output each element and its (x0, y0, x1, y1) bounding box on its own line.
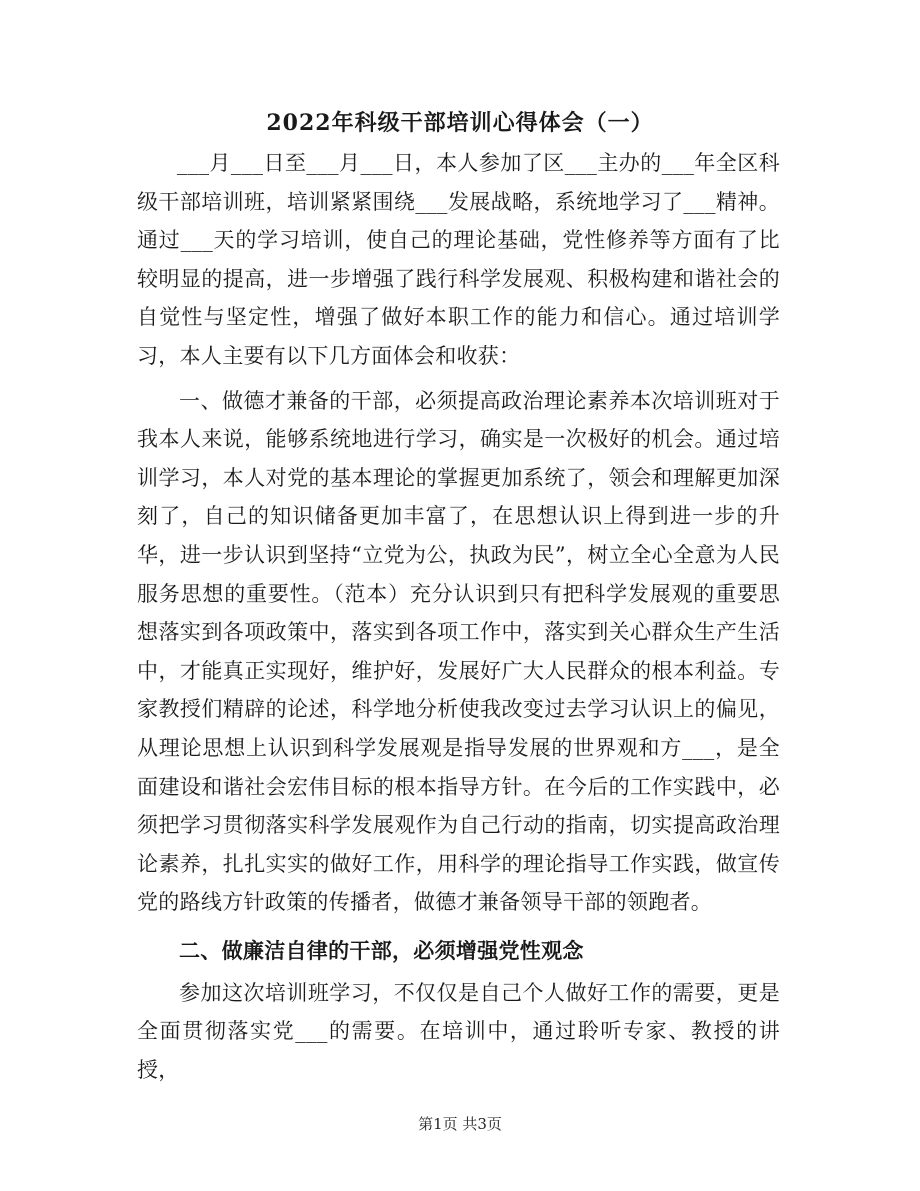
document-body (137, 144, 780, 1090)
section-1-paragraph: 一、做德才兼备的干部，必须提高政治理论素养本次培训班对于我本人来说，能够系统地进行学习，确实是一次极好的机会。通过培训学习，本人对党的基本理论的掌握更加系统了，领会和理解更加深刻了，自己的知识储备更加丰富了，在思想认识上得到进一步的升华，进一步认识到坚持“立党为公，执政为民”，树立全心全意为人民服务思想的重要性。（范本）充分认识到只有把科学发展观的重要思想落实到各项政策中，落实到各项工作中，落实到关心群众生产生活中，才能真正实现好，维护好，发展好广大人民群众的根本利益。专家教授们精辟的论述，科学地分析使我改变过去学习认识上的偏见，从理论思想上认识到科学发展观是指导发展的世界观和方___，是全面建设和谐社会宏伟目标的根本指导方针。在今后的工作实践中，必须把学习贯彻落实科学发展观作为自己行动的指南，切实提高政治理论素养，扎扎实实的做好工作，用科学的理论指导工作实践，做宣传党的路线方针政策的传播者，做德才兼备领导干部的领跑者。 (137, 388, 780, 915)
section-2-heading: 二、做廉洁自律的干部，必须增强党性观念 (179, 937, 584, 963)
page-number-footer: 第1页 共3页 (418, 1115, 502, 1133)
section-2-paragraph: 参加这次培训班学习，不仅仅是自己个人做好工作的需要，更是全面贯彻落实党___的需要。在培训中，通过聆听专家、教授的讲授， (137, 980, 780, 1083)
intro-paragraph: ___月___日至___月___日，本人参加了区___主办的___年全区科级干部培训班，培训紧紧围绕___发展战略，系统地学习了___精神。通过___天的学习培训，使自己的理论基础，党性修养等方面有了比较明显的提高，进一步增强了践行科学发展观、积极构建和谐社会的自觉性与坚定性，增强了做好本职工作的能力和信心。通过培训学习，本人主要有以下几方面体会和收获： (137, 151, 780, 368)
document-title: 2022年科级干部培训心得体会（一） (266, 110, 654, 136)
